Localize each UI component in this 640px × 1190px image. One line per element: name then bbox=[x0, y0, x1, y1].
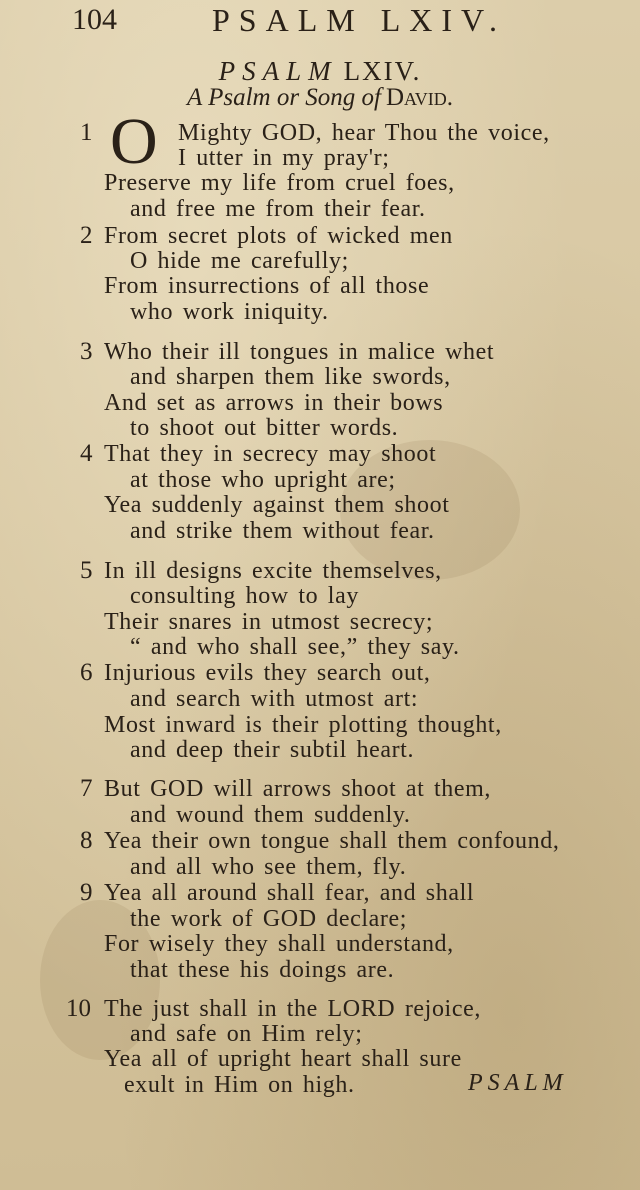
verse-line: and strike them without fear. bbox=[130, 518, 435, 544]
verse-number: 5 bbox=[80, 557, 93, 584]
verse-line: consulting how to lay bbox=[130, 583, 359, 609]
verse-line: Most inward is their plotting thought, bbox=[104, 712, 502, 738]
running-head: PSALM LXIV. bbox=[212, 2, 506, 38]
verse-line: The just shall in the LORD rejoice, bbox=[104, 996, 481, 1022]
verse-line: exult in Him on high. bbox=[124, 1072, 355, 1098]
verse-number: 3 bbox=[80, 338, 93, 365]
verse-line: I utter in my pray'r; bbox=[178, 145, 390, 171]
verse-line: Their snares in utmost secrecy; bbox=[104, 609, 434, 635]
verse-number: 1 bbox=[80, 119, 93, 146]
verse-line: that these his doings are. bbox=[130, 957, 395, 983]
verse-line: Who their ill tongues in malice whet bbox=[104, 339, 495, 365]
psalm-subtitle-author: David. bbox=[386, 84, 453, 111]
verse-line: and safe on Him rely; bbox=[130, 1021, 363, 1047]
psalm-title bbox=[0, 56, 640, 86]
verse-line: and deep their subtil heart. bbox=[130, 737, 415, 763]
verse-line: and search with utmost art: bbox=[130, 686, 419, 712]
verse-line: O hide me carefully; bbox=[130, 248, 349, 274]
verse-line: to shoot out bitter words. bbox=[130, 415, 399, 441]
verse-line: the work of GOD declare; bbox=[130, 906, 407, 932]
verse-number: 9 bbox=[80, 879, 93, 906]
verse-number: 6 bbox=[80, 659, 93, 686]
psalm-subtitle-text: A Psalm or Song of bbox=[187, 84, 381, 111]
verse-line: Yea suddenly against them shoot bbox=[104, 492, 450, 518]
verse-number: 10 bbox=[66, 995, 91, 1022]
drop-cap: O bbox=[110, 105, 158, 178]
verse-line: and sharpen them like swords, bbox=[130, 364, 451, 390]
verse-line: “ and who shall see,” they say. bbox=[130, 634, 460, 660]
verse-number: 2 bbox=[80, 222, 93, 249]
verse-line: And set as arrows in their bows bbox=[104, 390, 444, 416]
psalm-subtitle bbox=[0, 83, 640, 113]
verse-line: That they in secrecy may shoot bbox=[104, 441, 437, 467]
verse-number: 7 bbox=[80, 775, 93, 802]
verse-line: But GOD will arrows shoot at them, bbox=[104, 776, 492, 802]
psalm-title-number: LXIV. bbox=[343, 56, 422, 86]
verse-line: Preserve my life from cruel foes, bbox=[104, 170, 455, 196]
verse-line: and wound them suddenly. bbox=[130, 802, 411, 828]
catchword: PSALM bbox=[468, 1070, 568, 1096]
verse-line: Yea all of upright heart shall sure bbox=[104, 1046, 462, 1072]
verse-number: 8 bbox=[80, 827, 93, 854]
verse-line: In ill designs excite themselves, bbox=[104, 558, 442, 584]
verse-line: From insurrections of all those bbox=[104, 273, 430, 299]
verse-line: and free me from their fear. bbox=[130, 196, 426, 222]
verse-line: at those who upright are; bbox=[130, 467, 396, 493]
verse-line: Yea their own tongue shall them confound, bbox=[104, 828, 560, 854]
verse-line: From secret plots of wicked men bbox=[104, 223, 453, 249]
page-number: 104 bbox=[72, 3, 117, 36]
verse-line: and all who see them, fly. bbox=[130, 854, 407, 880]
verse-line: Yea all around shall fear, and shall bbox=[104, 880, 475, 906]
verse-line: Mighty GOD, hear Thou the voice, bbox=[178, 120, 550, 146]
verse-line: who work iniquity. bbox=[130, 299, 329, 325]
verse-line: For wisely they shall understand, bbox=[104, 931, 454, 957]
psalm-title-label: PSALM bbox=[218, 56, 338, 86]
verse-line: Injurious evils they search out, bbox=[104, 660, 431, 686]
verse-number: 4 bbox=[80, 440, 93, 467]
